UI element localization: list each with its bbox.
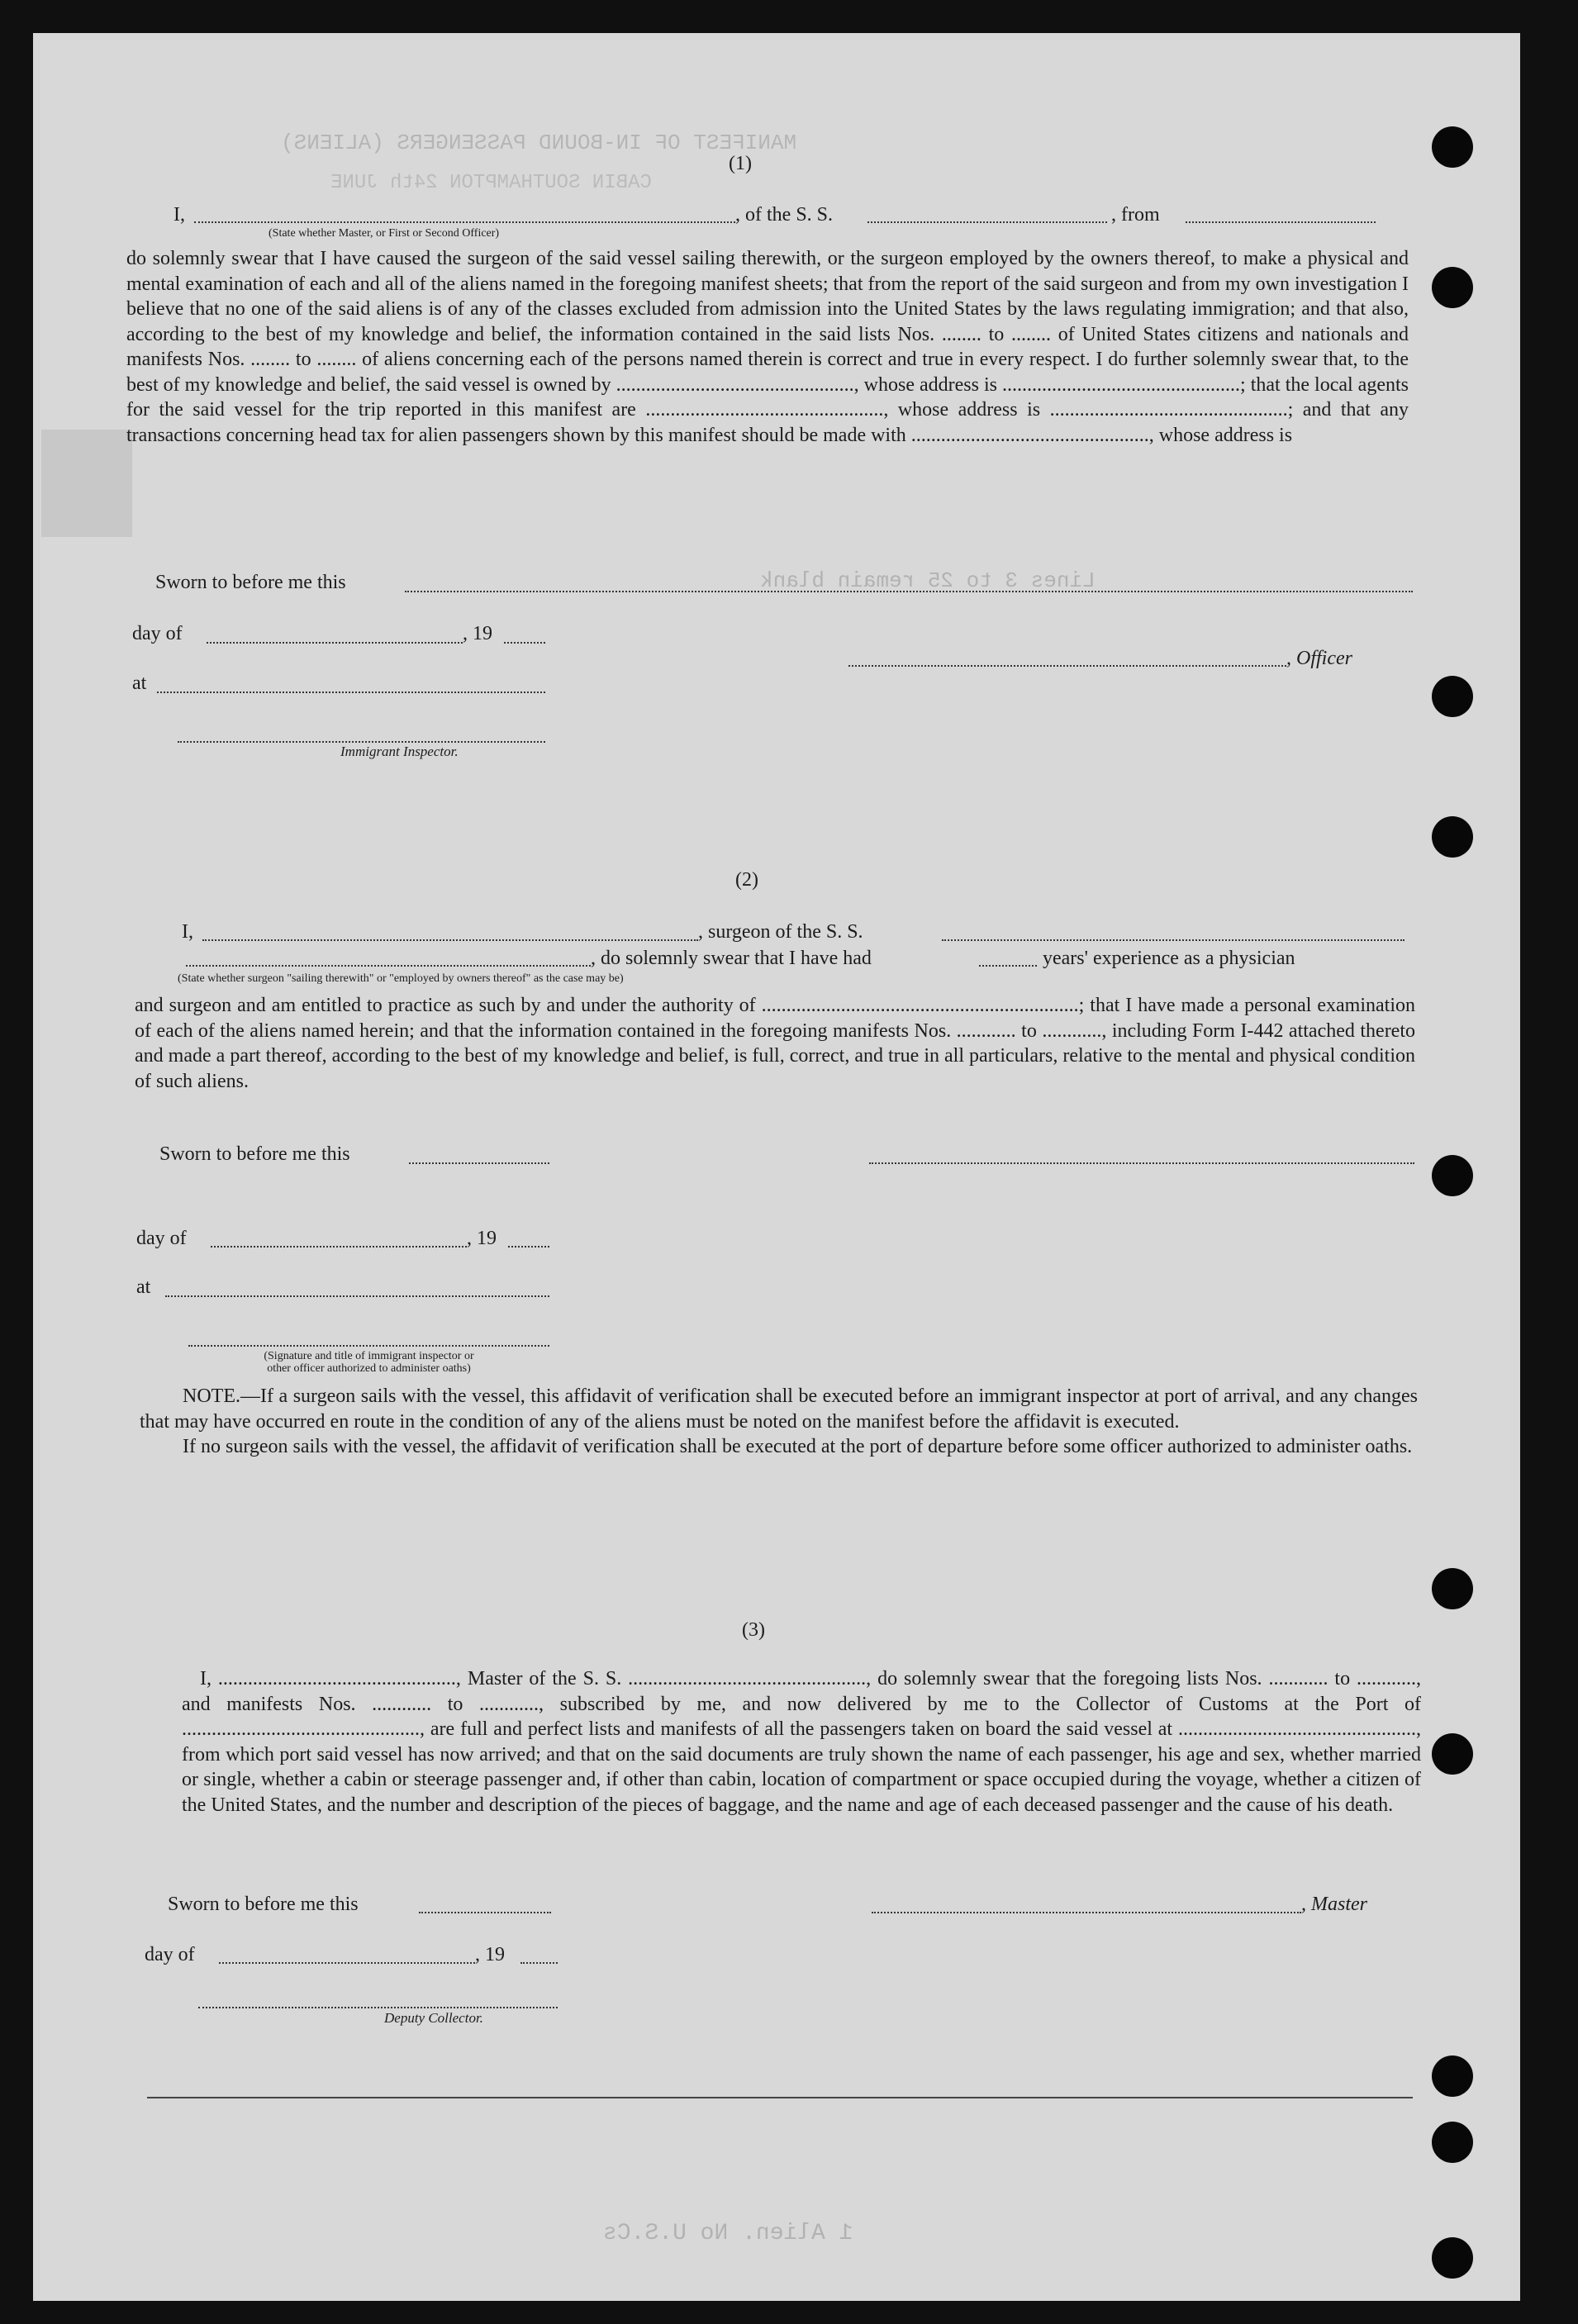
section-2-number: (2): [735, 869, 758, 891]
s1-officer-label: , Officer: [1286, 648, 1352, 669]
s2-note: [140, 1384, 1418, 1460]
s1-day-field[interactable]: [207, 642, 463, 644]
s1-officer-field[interactable]: [194, 221, 735, 223]
s2-year-label: , 19: [467, 1228, 497, 1249]
show-through-footer: 1 Alien. No U.S.Cs: [603, 2221, 853, 2246]
s2-inspector-signature-field[interactable]: [188, 1345, 549, 1347]
s2-i-label: I,: [182, 921, 193, 943]
show-through-header: MANIFEST OF IN-BOUND PASSENGERS (ALIENS): [281, 131, 797, 155]
s2-surgeon-signature-field[interactable]: [869, 1162, 1414, 1164]
punch-hole: [1432, 126, 1473, 168]
s1-of-ss-label: , of the S. S.: [735, 204, 834, 226]
s2-body-text: and surgeon and am entitled to practice as such by and under the authority of ................................................................; that I have made a personal examination of each of the aliens named herein; and that the information contained in the foregoing manifests Nos. ............ to ............, including Form I-442 attached thereto and made a part thereof, according to the best of my knowledge and belief, is full, correct, and true in all particulars, relative to the mental and physical condition of such aliens.: [135, 995, 1415, 1092]
s1-sworn-label: Sworn to before me this: [155, 572, 346, 593]
s3-day-label: day of: [145, 1944, 195, 1965]
stamp-mark: [41, 430, 132, 537]
punch-hole: [1432, 1733, 1473, 1775]
show-through-route: CABIN SOUTHAMPTON 24th JUNE: [330, 172, 652, 194]
s1-body-text: do solemnly swear that I have caused the surgeon of the said vessel sailing therewith, or the surgeon employed by the owners thereof, to make a physical and mental examination of each and all of the aliens named in the foregoing manifest sheets; that from the report of the said surgeon and from my own investigation I believe that no one of the said aliens is of any of the classes excluded from admission into the United States by the laws regulating immigration; and that also, according to the best of my knowledge and belief, the information contained in the said lists Nos. ........ to ........ of United States citizens and nationals and manifests Nos. ........ to ........ of aliens concerning each of the persons named therein is correct and true in every respect. I do further solemnly swear that, to the best of my knowledge and belief, the said vessel is owned by ................................................, whose address is ................................................; that the local agents for the said vessel for the trip reported in this manifest are ................................................, whose address is ................................................; and that any transactions concerning head tax for alien passengers shown by this manifest should be made with ................................................, whose address is: [126, 248, 1409, 446]
s2-surgeon-name-field[interactable]: [202, 939, 698, 941]
manifest-page: [33, 33, 1520, 2301]
s1-from-field[interactable]: [1186, 221, 1376, 223]
section-3-number: (3): [742, 1619, 765, 1641]
s2-body: [135, 993, 1415, 1094]
s2-years-label: years' experience as a physician: [1043, 948, 1295, 969]
s2-at-field[interactable]: [165, 1295, 549, 1297]
s1-at-field[interactable]: [157, 691, 545, 693]
s2-note-1: NOTE.—If a surgeon sails with the vessel, this affidavit of verification shall be executed before an immigrant inspector at port of arrival, and any changes that may have occurred en route in the condition of any of the aliens must be noted on the manifest before the affidavit is executed.: [140, 1385, 1418, 1433]
punch-hole: [1432, 2122, 1473, 2163]
s2-years-field[interactable]: [979, 965, 1037, 967]
s2-swear-label: , do solemnly swear that I have had: [591, 948, 872, 969]
show-through-typed-note: Lines 3 to 25 remain blank: [760, 568, 1096, 593]
s1-year-field[interactable]: [504, 642, 545, 644]
punch-hole: [1432, 267, 1473, 308]
s1-day-label: day of: [132, 623, 183, 644]
s2-vessel-field[interactable]: [942, 939, 1405, 941]
s1-sworn-field[interactable]: [405, 591, 1413, 592]
s2-day-label: day of: [136, 1228, 187, 1249]
s3-master-label: , Master: [1301, 1894, 1367, 1915]
s2-note-2: If no surgeon sails with the vessel, the affidavit of verification shall be executed at the port of departure before some officer authorized to administer oaths.: [183, 1436, 1413, 1457]
s3-deputy-label: Deputy Collector.: [384, 2010, 483, 2026]
s3-year-field[interactable]: [520, 1962, 558, 1964]
s1-body: [126, 246, 1409, 448]
s3-year-label: , 19: [475, 1944, 505, 1965]
punch-hole: [1432, 1568, 1473, 1609]
s3-day-field[interactable]: [219, 1962, 475, 1964]
s2-sig-hint-2: other officer authorized to administer oaths): [267, 1362, 471, 1375]
s2-at-label: at: [136, 1276, 151, 1298]
s1-vessel-field[interactable]: [867, 221, 1107, 223]
s3-body: [182, 1666, 1421, 1818]
s3-deputy-signature-field[interactable]: [198, 2007, 558, 2008]
s1-from-label: , from: [1111, 204, 1160, 226]
s3-sworn-label: Sworn to before me this: [168, 1894, 359, 1915]
punch-hole: [1432, 2055, 1473, 2097]
s3-sworn-field[interactable]: [419, 1912, 551, 1913]
s1-at-label: at: [132, 672, 147, 694]
s1-officer-signature-field[interactable]: [848, 665, 1286, 667]
s1-inspector-signature-field[interactable]: [178, 741, 545, 743]
s2-capacity-field[interactable]: [186, 965, 591, 967]
s1-officer-hint: (State whether Master, or First or Second Officer): [269, 227, 500, 240]
s2-surgeon-of-label: , surgeon of the S. S.: [698, 921, 863, 943]
punch-hole: [1432, 816, 1473, 858]
s2-surgeon-hint: (State whether surgeon "sailing therewith" or "employed by owners thereof" as the case may be): [178, 972, 624, 985]
s1-inspector-label: Immigrant Inspector.: [340, 744, 459, 759]
punch-hole: [1432, 1155, 1473, 1196]
s2-sig-hint-1: (Signature and title of immigrant inspector or: [264, 1350, 474, 1362]
punch-hole: [1432, 2237, 1473, 2279]
s1-i-label: I,: [173, 204, 185, 226]
punch-hole: [1432, 676, 1473, 717]
section-1-number: (1): [729, 153, 752, 174]
s2-sworn-field[interactable]: [409, 1162, 549, 1164]
s1-year-label: , 19: [463, 623, 492, 644]
s3-body-text: I, ................................................, Master of the S. S. ................................................, do solemnly swear that the foregoing lists Nos. ............ to ............, and manifests Nos. ............ to ............, subscribed by me, and now delivered by me to the Collector of Customs at the Port of ................................................, are full and perfect lists and manifests of all the passengers taken on board the said vessel at ................................................, from which port said vessel has now arrived; and that on the said documents are truly shown the name of each passenger, his age and sex, whether married or single, whether a cabin or steerage passenger and, if other than cabin, location of compartment or space occupied during the voyage, whether a citizen of the United States, and the number and description of the pieces of baggage, and the name and age of each deceased passenger and the cause of his death.: [182, 1668, 1421, 1816]
s2-sworn-label: Sworn to before me this: [159, 1143, 350, 1165]
s2-year-field[interactable]: [508, 1246, 549, 1248]
s3-master-signature-field[interactable]: [872, 1912, 1301, 1913]
bottom-rule: [147, 2097, 1413, 2098]
s2-day-field[interactable]: [211, 1246, 467, 1248]
